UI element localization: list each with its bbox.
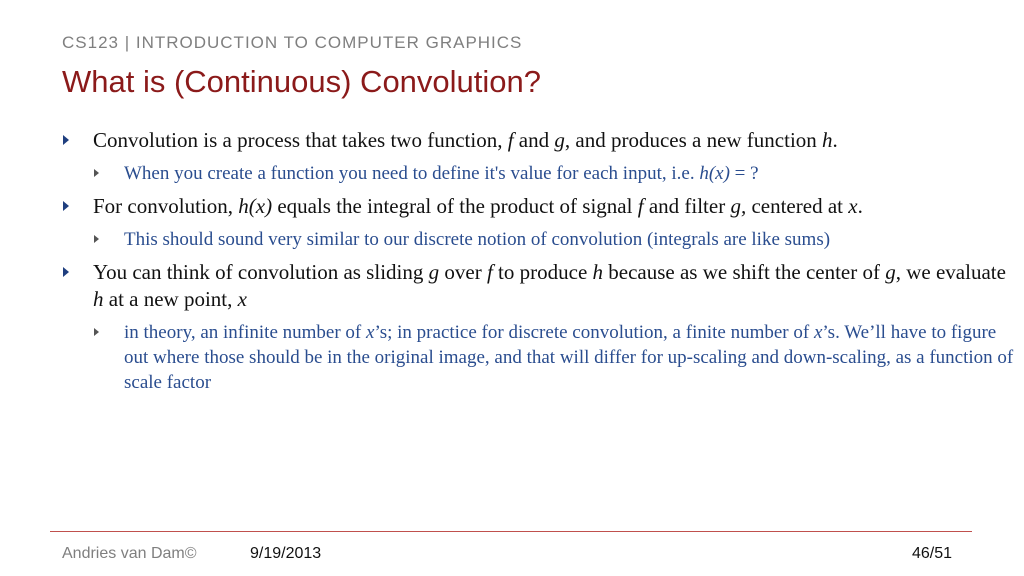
sub-bullet-item <box>93 320 1017 395</box>
text-run: ’s; in practice for discrete convolution, a finite number of <box>374 322 814 343</box>
text-run: . <box>857 194 863 218</box>
italic-text: g <box>554 128 565 152</box>
italic-text: x <box>237 287 247 311</box>
italic-text: x <box>366 322 375 343</box>
text-run: You can think of convolution as sliding <box>93 260 429 284</box>
text-run: because as we shift the center of <box>603 260 886 284</box>
text-run: and filter <box>643 194 731 218</box>
course-header: CS123 | INTRODUCTION TO COMPUTER GRAPHICS <box>62 33 523 52</box>
bullet-list <box>62 127 1017 402</box>
italic-text: h(x) <box>699 163 730 184</box>
text-run: When you create a function you need to define it's value for each input, i.e. <box>124 163 700 184</box>
text-run: ’s. We’ll have to figure out where those should be in the original image, and that will differ for up-scaling and down-scaling, as a function of scale factor <box>124 322 1014 393</box>
footer-date: 9/19/2013 <box>250 545 322 562</box>
text-run: and <box>513 128 555 152</box>
text-run: equals the integral of the product of signal <box>272 194 638 218</box>
italic-text: h <box>93 287 104 311</box>
triangle-right-icon <box>94 169 99 177</box>
text-run: , and produces a new function <box>564 128 823 152</box>
italic-text: f <box>486 260 493 284</box>
triangle-right-icon <box>63 267 69 277</box>
footer-author: Andries van Dam© <box>62 545 197 562</box>
slide-title: What is (Continuous) Convolution? <box>62 64 542 99</box>
text-run: = ? <box>729 163 759 184</box>
triangle-right-icon <box>63 135 69 145</box>
sub-bullet-item <box>93 161 1017 186</box>
text-run: . <box>832 128 838 152</box>
text-run: to produce <box>492 260 593 284</box>
text-run: This should sound very similar to our discrete notion of convolution (integrals are like sums) <box>124 229 831 250</box>
text-run: Convolution is a process that takes two function, <box>93 128 508 152</box>
page-number: 46/51 <box>912 545 953 562</box>
bullet-item <box>62 259 1017 313</box>
footer-divider <box>50 531 972 532</box>
italic-text: g, <box>730 194 747 218</box>
text-run: at a new point, <box>103 287 238 311</box>
triangle-right-icon <box>94 235 99 243</box>
italic-text: x <box>813 322 823 343</box>
triangle-right-icon <box>94 328 99 336</box>
text-run: over <box>439 260 487 284</box>
bullet-item <box>62 127 1017 154</box>
italic-text: h <box>592 260 604 284</box>
italic-text: g <box>885 260 896 284</box>
italic-text: f <box>507 128 514 152</box>
italic-text: h <box>822 128 833 152</box>
italic-text: h(x) <box>238 194 273 218</box>
italic-text: g <box>428 260 440 284</box>
triangle-right-icon <box>63 201 69 211</box>
sub-bullet-item <box>93 227 1017 252</box>
text-run: , we evaluate <box>895 260 1006 284</box>
bullet-item <box>62 193 1017 220</box>
italic-text: f <box>637 194 644 218</box>
text-run: For convolution, <box>93 194 239 218</box>
text-run: in theory, an infinite number of <box>124 322 367 343</box>
text-run: centered at <box>746 194 849 218</box>
italic-text: x <box>848 194 858 218</box>
